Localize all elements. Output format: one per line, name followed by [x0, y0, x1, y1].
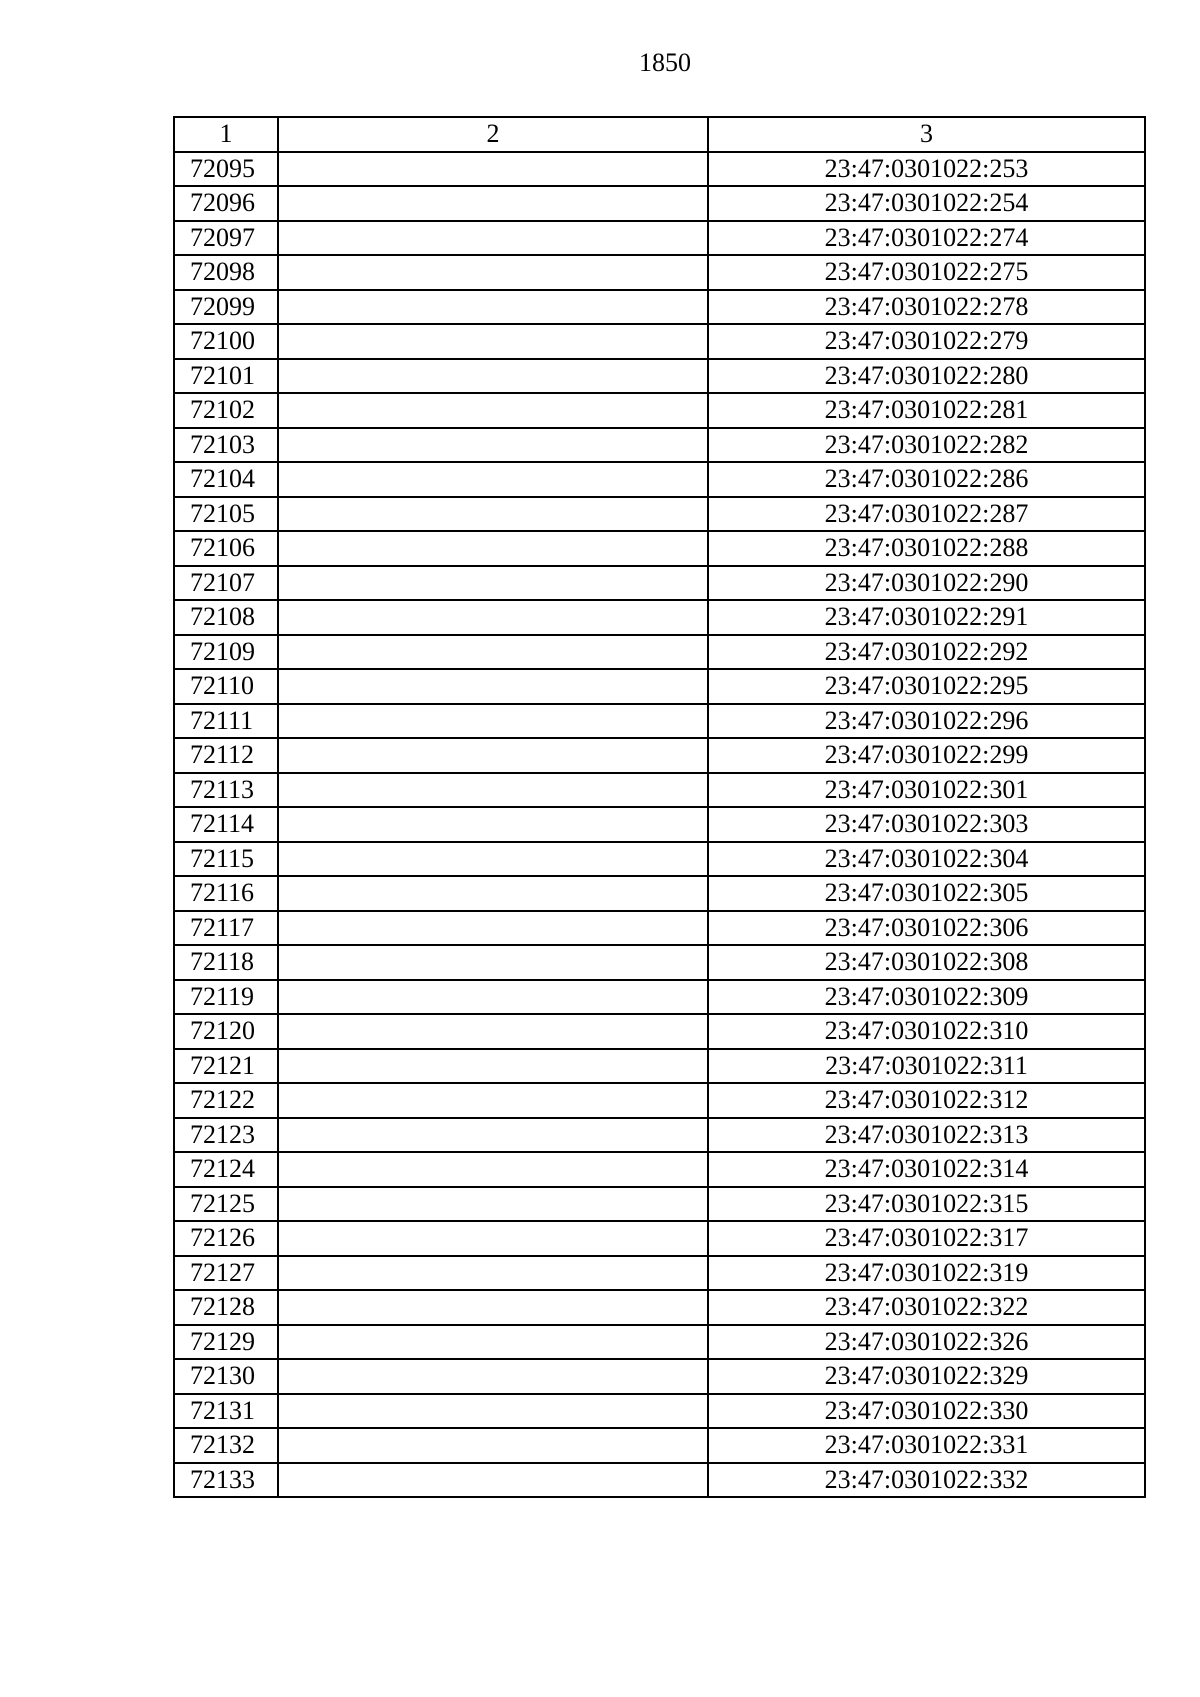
description-cell [278, 1325, 708, 1360]
table-row [174, 842, 1145, 877]
page-number: 1850 [639, 48, 691, 77]
table-row [174, 428, 1145, 463]
cadastral-number-cell: 23:47:0301022:319 [708, 1256, 1145, 1291]
column-header-1: 1 [174, 117, 278, 152]
row-number-cell: 72098 [174, 255, 278, 290]
description-cell [278, 1083, 708, 1118]
table-row [174, 807, 1145, 842]
cadastral-number-cell: 23:47:0301022:303 [708, 807, 1145, 842]
row-number-cell: 72096 [174, 186, 278, 221]
description-cell [278, 876, 708, 911]
description-cell [278, 428, 708, 463]
row-number-cell: 72132 [174, 1428, 278, 1463]
cadastral-number-cell: 23:47:0301022:329 [708, 1359, 1145, 1394]
description-cell [278, 600, 708, 635]
cadastral-number-cell: 23:47:0301022:331 [708, 1428, 1145, 1463]
table-row [174, 1256, 1145, 1291]
row-number-cell: 72114 [174, 807, 278, 842]
table-row [174, 1221, 1145, 1256]
description-cell [278, 393, 708, 428]
row-number-cell: 72101 [174, 359, 278, 394]
table-row [174, 1083, 1145, 1118]
table-row [174, 393, 1145, 428]
cadastral-number-cell: 23:47:0301022:310 [708, 1014, 1145, 1049]
description-cell [278, 1256, 708, 1291]
row-number-cell: 72122 [174, 1083, 278, 1118]
row-number-cell: 72105 [174, 497, 278, 532]
description-cell [278, 186, 708, 221]
cadastral-number-cell: 23:47:0301022:311 [708, 1049, 1145, 1084]
description-cell [278, 152, 708, 187]
cadastral-number-cell: 23:47:0301022:304 [708, 842, 1145, 877]
row-number-cell: 72127 [174, 1256, 278, 1291]
table-row [174, 462, 1145, 497]
table-row [174, 1187, 1145, 1222]
table-row [174, 1428, 1145, 1463]
cadastral-number-cell: 23:47:0301022:308 [708, 945, 1145, 980]
row-number-cell: 72119 [174, 980, 278, 1015]
row-number-cell: 72118 [174, 945, 278, 980]
cadastral-number-cell: 23:47:0301022:309 [708, 980, 1145, 1015]
table-row [174, 1049, 1145, 1084]
table-row [174, 600, 1145, 635]
description-cell [278, 738, 708, 773]
description-cell [278, 842, 708, 877]
row-number-cell: 72103 [174, 428, 278, 463]
cadastral-number-cell: 23:47:0301022:274 [708, 221, 1145, 256]
description-cell [278, 1463, 708, 1498]
row-number-cell: 72129 [174, 1325, 278, 1360]
table-body [174, 152, 1145, 1498]
table-row [174, 531, 1145, 566]
row-number-cell: 72115 [174, 842, 278, 877]
row-number-cell: 72117 [174, 911, 278, 946]
cadastral-number-cell: 23:47:0301022:291 [708, 600, 1145, 635]
table-row [174, 497, 1145, 532]
cadastral-number-cell: 23:47:0301022:326 [708, 1325, 1145, 1360]
table-row [174, 980, 1145, 1015]
description-cell [278, 1394, 708, 1429]
description-cell [278, 566, 708, 601]
row-number-cell: 72106 [174, 531, 278, 566]
cadastral-number-cell: 23:47:0301022:315 [708, 1187, 1145, 1222]
description-cell [278, 359, 708, 394]
description-cell [278, 1049, 708, 1084]
description-cell [278, 221, 708, 256]
row-number-cell: 72104 [174, 462, 278, 497]
cadastral-number-cell: 23:47:0301022:292 [708, 635, 1145, 670]
description-cell [278, 1152, 708, 1187]
row-number-cell: 72111 [174, 704, 278, 739]
description-cell [278, 1221, 708, 1256]
cadastral-number-cell: 23:47:0301022:332 [708, 1463, 1145, 1498]
description-cell [278, 462, 708, 497]
row-number-cell: 72120 [174, 1014, 278, 1049]
description-cell [278, 290, 708, 325]
cadastral-number-cell: 23:47:0301022:296 [708, 704, 1145, 739]
description-cell [278, 1359, 708, 1394]
table-row [174, 669, 1145, 704]
table-row [174, 1463, 1145, 1498]
table-row [174, 704, 1145, 739]
row-number-cell: 72113 [174, 773, 278, 808]
cadastral-number-cell: 23:47:0301022:313 [708, 1118, 1145, 1153]
table-row [174, 1152, 1145, 1187]
row-number-cell: 72107 [174, 566, 278, 601]
cadastral-number-cell: 23:47:0301022:280 [708, 359, 1145, 394]
description-cell [278, 911, 708, 946]
row-number-cell: 72124 [174, 1152, 278, 1187]
table-row [174, 186, 1145, 221]
row-number-cell: 72102 [174, 393, 278, 428]
table-row [174, 1394, 1145, 1429]
table-row [174, 1014, 1145, 1049]
column-header-3: 3 [708, 117, 1145, 152]
table-row [174, 221, 1145, 256]
table-row [174, 1118, 1145, 1153]
table-row [174, 1325, 1145, 1360]
row-number-cell: 72100 [174, 324, 278, 359]
row-number-cell: 72116 [174, 876, 278, 911]
description-cell [278, 773, 708, 808]
cadastral-number-cell: 23:47:0301022:301 [708, 773, 1145, 808]
table-row [174, 738, 1145, 773]
description-cell [278, 704, 708, 739]
cadastral-number-cell: 23:47:0301022:282 [708, 428, 1145, 463]
row-number-cell: 72097 [174, 221, 278, 256]
description-cell [278, 497, 708, 532]
cadastral-number-cell: 23:47:0301022:305 [708, 876, 1145, 911]
cadastral-number-cell: 23:47:0301022:322 [708, 1290, 1145, 1325]
description-cell [278, 980, 708, 1015]
description-cell [278, 255, 708, 290]
table-row [174, 911, 1145, 946]
description-cell [278, 1187, 708, 1222]
cadastral-number-cell: 23:47:0301022:278 [708, 290, 1145, 325]
row-number-cell: 72099 [174, 290, 278, 325]
row-number-cell: 72112 [174, 738, 278, 773]
row-number-cell: 72133 [174, 1463, 278, 1498]
row-number-cell: 72121 [174, 1049, 278, 1084]
table-row [174, 945, 1145, 980]
row-number-cell: 72123 [174, 1118, 278, 1153]
description-cell [278, 1290, 708, 1325]
row-number-cell: 72109 [174, 635, 278, 670]
cadastral-number-cell: 23:47:0301022:306 [708, 911, 1145, 946]
cadastral-number-cell: 23:47:0301022:281 [708, 393, 1145, 428]
description-cell [278, 635, 708, 670]
cadastral-number-cell: 23:47:0301022:314 [708, 1152, 1145, 1187]
column-header-2: 2 [278, 117, 708, 152]
table-row [174, 255, 1145, 290]
row-number-cell: 72128 [174, 1290, 278, 1325]
row-number-cell: 72095 [174, 152, 278, 187]
cadastral-number-cell: 23:47:0301022:330 [708, 1394, 1145, 1429]
row-number-cell: 72131 [174, 1394, 278, 1429]
description-cell [278, 669, 708, 704]
row-number-cell: 72130 [174, 1359, 278, 1394]
table-row [174, 635, 1145, 670]
cadastral-number-cell: 23:47:0301022:253 [708, 152, 1145, 187]
row-number-cell: 72110 [174, 669, 278, 704]
cadastral-number-cell: 23:47:0301022:295 [708, 669, 1145, 704]
cadastral-number-cell: 23:47:0301022:299 [708, 738, 1145, 773]
description-cell [278, 531, 708, 566]
table-row [174, 359, 1145, 394]
description-cell [278, 1118, 708, 1153]
cadastral-number-cell: 23:47:0301022:287 [708, 497, 1145, 532]
table-row [174, 1359, 1145, 1394]
cadastral-number-cell: 23:47:0301022:279 [708, 324, 1145, 359]
cadastral-number-cell: 23:47:0301022:288 [708, 531, 1145, 566]
cadastral-number-cell: 23:47:0301022:254 [708, 186, 1145, 221]
table-header-row [174, 117, 1145, 152]
description-cell [278, 324, 708, 359]
cadastral-number-cell: 23:47:0301022:290 [708, 566, 1145, 601]
table-row [174, 290, 1145, 325]
table-row [174, 152, 1145, 187]
description-cell [278, 1014, 708, 1049]
table-row [174, 566, 1145, 601]
table-row [174, 773, 1145, 808]
cadastral-number-cell: 23:47:0301022:312 [708, 1083, 1145, 1118]
row-number-cell: 72125 [174, 1187, 278, 1222]
description-cell [278, 1428, 708, 1463]
description-cell [278, 945, 708, 980]
description-cell [278, 807, 708, 842]
table-row [174, 324, 1145, 359]
row-number-cell: 72108 [174, 600, 278, 635]
cadastral-number-cell: 23:47:0301022:275 [708, 255, 1145, 290]
cadastral-number-cell: 23:47:0301022:286 [708, 462, 1145, 497]
table-row [174, 1290, 1145, 1325]
cadastral-number-cell: 23:47:0301022:317 [708, 1221, 1145, 1256]
row-number-cell: 72126 [174, 1221, 278, 1256]
cadastral-table [173, 116, 1146, 1498]
table-row [174, 876, 1145, 911]
